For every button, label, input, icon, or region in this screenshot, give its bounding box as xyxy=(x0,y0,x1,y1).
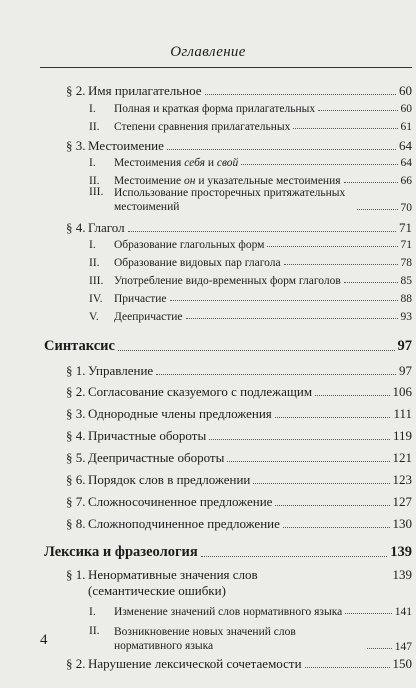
dot-leader xyxy=(318,110,397,111)
entry-number: I. xyxy=(89,606,96,618)
toc-entry[interactable] xyxy=(89,293,412,305)
entry-number: IV. xyxy=(89,293,103,305)
entry-title: Местоимение xyxy=(88,138,164,153)
entry-title: Причастие xyxy=(114,293,167,305)
entry-number: II. xyxy=(89,175,100,187)
dot-leader xyxy=(118,350,395,351)
toc-entry[interactable] xyxy=(66,428,412,444)
dot-leader xyxy=(345,613,392,614)
entry-title: Образование видовых пар глагола xyxy=(114,257,281,269)
entry-title: Сложноподчиненное предложение xyxy=(88,516,280,531)
dot-leader xyxy=(205,94,396,95)
running-header: Оглавление xyxy=(170,44,246,60)
entry-page: 85 xyxy=(400,275,412,287)
dot-leader xyxy=(367,648,392,649)
chapter-title: Лексика и фразеология xyxy=(44,544,198,560)
entry-number: § 8. xyxy=(66,516,86,531)
dot-leader xyxy=(209,439,390,440)
dot-leader xyxy=(305,667,390,668)
entry-title: Ненормативные значения слов (семантические ошибки) xyxy=(88,567,258,598)
entry-page: 61 xyxy=(400,121,412,133)
entry-page: 119 xyxy=(392,428,412,443)
toc-entry[interactable] xyxy=(66,656,412,672)
entry-title: Возникновение новых значений слов нормативного языка xyxy=(114,626,296,652)
entry-page: 71 xyxy=(399,220,412,235)
entry-page: 71 xyxy=(400,239,412,251)
toc-entry[interactable] xyxy=(89,606,412,618)
entry-page: 123 xyxy=(392,472,412,487)
entry-page: 60 xyxy=(400,103,412,115)
entry-page: 121 xyxy=(392,450,412,465)
entry-number: § 7. xyxy=(66,494,86,509)
entry-title: Образование глагольных форм xyxy=(114,239,265,251)
entry-page: 93 xyxy=(400,311,412,323)
entry-title: Причастные обороты xyxy=(88,428,207,443)
entry-title: Степени сравнения прилагательных xyxy=(114,121,291,133)
dot-leader xyxy=(241,164,397,165)
entry-number: I. xyxy=(89,103,96,115)
toc-entry[interactable] xyxy=(89,625,412,653)
toc-entry[interactable] xyxy=(66,494,412,510)
entry-title: Использование просторечных притяжательных местоимений xyxy=(114,187,346,213)
toc-entry[interactable] xyxy=(89,103,412,115)
toc-entry[interactable] xyxy=(66,450,412,466)
dot-leader xyxy=(170,300,398,301)
entry-number: § 1. xyxy=(66,363,86,378)
dot-leader xyxy=(315,395,389,396)
entry-number: I. xyxy=(89,239,96,251)
toc-entry[interactable] xyxy=(66,384,412,400)
entry-title: Однородные члены предложения xyxy=(88,406,272,421)
dot-leader xyxy=(344,282,398,283)
entry-title-part: Местоимения xyxy=(114,157,182,169)
dot-leader xyxy=(344,182,398,183)
entry-title-italic: он xyxy=(184,175,196,187)
entry-title: Имя прилагательное xyxy=(88,83,202,98)
entry-title: Согласование сказуемого с подлежащим xyxy=(88,384,313,399)
entry-page: 130 xyxy=(392,516,412,531)
entry-title: Полная и краткая форма прилагательных xyxy=(114,103,316,115)
header-rule xyxy=(40,67,412,68)
dot-leader xyxy=(156,374,396,375)
entry-number: § 3. xyxy=(66,138,86,153)
entry-title: Деепричастие xyxy=(114,311,183,323)
entry-page: 88 xyxy=(400,293,412,305)
dot-leader xyxy=(227,461,389,462)
entry-title-italic: себя xyxy=(184,157,205,169)
entry-title: Глагол xyxy=(88,220,125,235)
entry-title: Изменение значений слов нормативного языка xyxy=(114,606,343,618)
toc-entry[interactable] xyxy=(66,363,412,379)
entry-page: 127 xyxy=(392,494,412,509)
entry-title: Употребление видо-временных форм глаголов xyxy=(114,275,341,287)
dot-leader xyxy=(253,483,389,484)
dot-leader xyxy=(201,556,387,557)
dot-leader xyxy=(128,231,396,232)
toc-entry[interactable] xyxy=(66,567,412,599)
entry-number: § 4. xyxy=(66,220,86,235)
entry-page: 106 xyxy=(392,384,412,399)
toc-entry[interactable] xyxy=(89,239,412,251)
entry-page: 97 xyxy=(399,363,412,378)
entry-page: 64 xyxy=(400,157,412,169)
dot-leader xyxy=(357,209,398,210)
toc-chapter[interactable] xyxy=(44,544,412,561)
toc-entry[interactable] xyxy=(66,220,412,236)
entry-page: 97 xyxy=(397,338,412,354)
toc-entry[interactable] xyxy=(66,472,412,488)
entry-page: 60 xyxy=(399,83,412,98)
entry-number: § 1. xyxy=(66,567,86,582)
entry-title: Сложносочиненное предложение xyxy=(88,494,273,509)
toc-entry[interactable] xyxy=(89,186,412,214)
dot-leader xyxy=(267,246,397,247)
entry-number: § 2. xyxy=(66,384,86,399)
entry-number: § 2. xyxy=(66,656,86,671)
entry-number: III. xyxy=(89,186,104,198)
toc-entry[interactable] xyxy=(89,311,412,323)
entry-page: 147 xyxy=(394,641,412,653)
entry-title-part: Местоимение xyxy=(114,175,185,187)
dot-leader xyxy=(186,318,398,319)
entry-number: V. xyxy=(89,311,99,323)
dot-leader xyxy=(293,128,397,129)
toc-entry[interactable] xyxy=(66,406,412,422)
entry-page: 111 xyxy=(393,406,412,421)
toc-entry[interactable] xyxy=(89,257,412,269)
chapter-title: Синтаксис xyxy=(44,338,115,354)
dot-leader xyxy=(167,149,396,150)
toc-chapter[interactable] xyxy=(44,338,412,355)
entry-title: Деепричастные обороты xyxy=(88,450,225,465)
entry-number: II. xyxy=(89,625,100,637)
dot-leader xyxy=(275,417,391,418)
entry-page: 64 xyxy=(399,138,412,153)
toc-entry[interactable] xyxy=(66,83,412,99)
toc-entry[interactable] xyxy=(89,157,412,169)
entry-page: 66 xyxy=(400,175,412,187)
entry-title-part: и xyxy=(204,157,217,169)
entry-number: § 3. xyxy=(66,406,86,421)
entry-number: I. xyxy=(89,157,96,169)
entry-number: II. xyxy=(89,257,100,269)
dot-leader xyxy=(284,264,398,265)
entry-page: 141 xyxy=(394,606,412,618)
entry-page: 139 xyxy=(392,567,412,582)
entry-number: § 2. xyxy=(66,83,86,98)
toc-entry[interactable] xyxy=(66,138,412,154)
toc-entry[interactable] xyxy=(89,275,412,287)
entry-page: 78 xyxy=(400,257,412,269)
entry-page: 70 xyxy=(400,202,412,214)
entry-title: Управление xyxy=(88,363,154,378)
entry-title: Нарушение лексической сочетаемости xyxy=(88,656,302,671)
entry-title-italic: свой xyxy=(216,157,239,169)
entry-number: § 6. xyxy=(66,472,86,487)
entry-title: Порядок слов в предложении xyxy=(88,472,251,487)
entry-number: § 5. xyxy=(66,450,86,465)
entry-number: II. xyxy=(89,121,100,133)
dot-leader xyxy=(283,527,390,528)
entry-number: § 4. xyxy=(66,428,86,443)
entry-title-part: и указательные местоимения xyxy=(195,175,341,187)
toc-entry[interactable] xyxy=(89,121,412,133)
entry-number: III. xyxy=(89,275,104,287)
page-number: 4 xyxy=(40,632,48,648)
entry-page: 139 xyxy=(390,544,412,560)
dot-leader xyxy=(275,505,389,506)
entry-page: 150 xyxy=(392,656,412,671)
toc-entry[interactable] xyxy=(66,516,412,532)
